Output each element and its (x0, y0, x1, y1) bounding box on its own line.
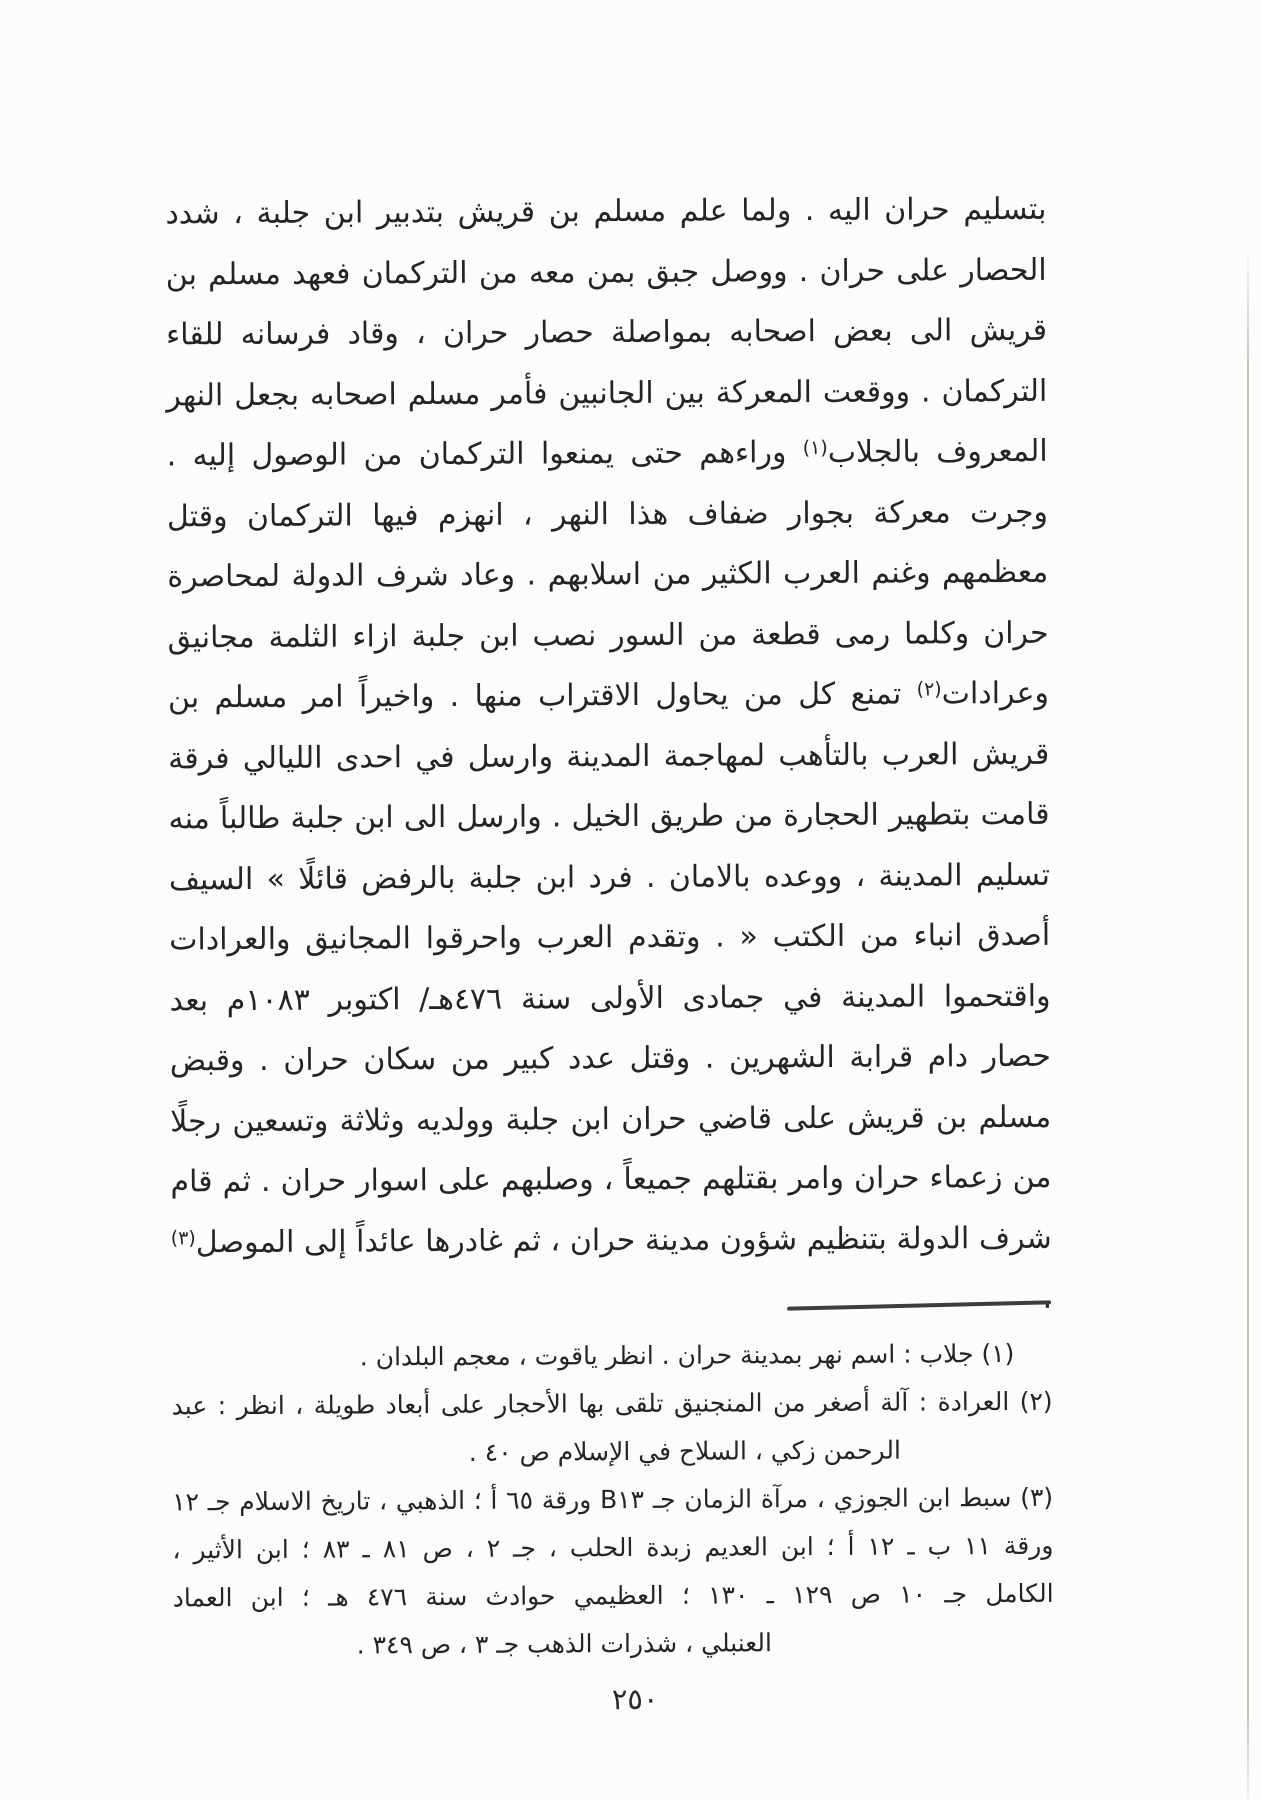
footnote-ref-superscript: (١) (802, 436, 828, 460)
footnote-line: الكامل جـ ١٠ ص ١٢٩ ـ ١٣٠ ؛ العظيمي حوادث سنة ٤٧٦ هـ ؛ ابن العماد (172, 1578, 1054, 1613)
text-line (170, 1203, 1053, 1316)
text-line (166, 356, 1047, 421)
line-text: معظمهم وغنم العرب الكثير من اسلابهم . وعاد شرف الدولة لمحاصرة (167, 554, 1049, 595)
footnotes-block (171, 1330, 1054, 1671)
text-line (166, 296, 1047, 361)
line-text: وجرت معركة بجوار ضفاف هذا النهر ، انهزم فيها التركمان وقتل (166, 494, 1049, 534)
line-text: من زعماء حران وامر بقتلهم جميعاً ، وصلبهم على اسوار حران . ثم قام (170, 1159, 1052, 1200)
footnote-line: ورقة ١١ ب ـ ١٢ أ ؛ ابن العديم زبدة الحلب ، جـ ٢ ، ص ٨١ ـ ٨٣ ؛ ابن الأثير ، (172, 1530, 1054, 1565)
text-line (168, 659, 1049, 724)
footnote-line: (٢) العرادة : آلة أصغر من المنجنيق تلقى بها الأحجار على أبعاد طويلة ، انظر : عبد (171, 1386, 1053, 1421)
line-text: تمنع كل من يحاول الاقتراب منها . واخيراً امر مسلم بن (167, 676, 917, 716)
line-text: مسلم بن قريش على قاضي حران ابن جلبة وولديه وثلاثة وتسعين رجلًا (170, 1099, 1052, 1139)
footnote-ref-superscript: (٢) (916, 678, 942, 701)
line-text: حصار دام قرابة الشهرين . وقتل عدد كبير من سكان حران . وقبض (169, 1038, 1051, 1079)
line-text: قامت بتطهير الحجارة من طريق الخيل . وارسل الى ابن جلبة طالباً منه (168, 796, 1050, 837)
text-line (169, 901, 1050, 966)
line-text: وعرادات (941, 675, 1050, 712)
text-line (168, 780, 1049, 845)
text-line (167, 538, 1048, 603)
line-text: شرف الدولة بتنظيم شؤون مدينة حران ، ثم غادرها عائداً إلى الموصل (195, 1220, 1052, 1260)
text-line (165, 175, 1046, 240)
text-line (166, 417, 1047, 482)
page-number: ٢٥٠ (611, 1681, 659, 1717)
footnote-line: (٣) سبط ابن الجوزي ، مرآة الزمان جـ B١٣ ورقة ٦٥ أ ؛ الذهبي ، تاريخ الاسلام جـ ١٢ (172, 1482, 1054, 1517)
line-text: . (1042, 1280, 1053, 1316)
text-line (167, 598, 1048, 663)
text-line (170, 1143, 1051, 1208)
line-text: حران وكلما رمى قطعة من السور نصب ابن جلبة ازاء الثلمة مجانيق (167, 615, 1049, 655)
text-line (168, 719, 1049, 784)
text-line (170, 1082, 1051, 1147)
footnote-separator-rule (787, 1300, 1051, 1310)
line-text: بتسليم حران اليه . ولما علم مسلم بن قريش بتدبير ابن جلبة ، شدد (165, 191, 1047, 232)
line-text: واقتحموا المدينة في جمادى الأولى سنة ٤٧٦هـ/ اكتوبر ١٠٨٣م بعد (169, 978, 1051, 1018)
footnote-ref-superscript: (٣) (170, 1226, 196, 1249)
text-line (167, 477, 1048, 542)
line-text: قريش الى بعض اصحابه بمواصلة حصار حران ، وقاد فرسانه للقاء (165, 312, 1048, 353)
main-text-block (165, 175, 1053, 1316)
line-text: أصدق انباء من الكتب « . وتقدم العرب واحرقوا المجانيق والعرادات (169, 917, 1051, 958)
line-text: الحصار على حران . ووصل جبق بمن معه من التركمان فعهد مسلم بن (165, 252, 1047, 292)
text-line (169, 961, 1050, 1026)
line-text: المعروف بالجلاب (827, 433, 1048, 470)
footnote-line: الرحمن زكي ، السلاح في الإسلام ص ٤٠ . (468, 1435, 901, 1467)
text-line (170, 1022, 1051, 1087)
text-line (166, 235, 1047, 300)
text-line (169, 840, 1050, 905)
footnote-line: (١) جلاب : اسم نهر بمدينة حران . انظر ياقوت ، معجم البلدان . (359, 1338, 1015, 1372)
page-edge-shadow (1247, 250, 1249, 1800)
line-text: وراءهم حتى يمنعوا التركمان من الوصول إليه . (166, 435, 803, 474)
line-text: تسليم المدينة ، ووعده بالامان . فرد ابن جلبة بالرفض قائلًا » السيف (168, 857, 1050, 897)
footnote-line: العنبلي ، شذرات الذهب جـ ٣ ، ص ٣٤٩ . (356, 1628, 772, 1660)
line-text: قريش العرب بالتأهب لمهاجمة المدينة وارسل في احدى الليالي فرقة (168, 736, 1050, 776)
line-text: التركمان . ووقعت المعركة بين الجانبين فأمر مسلم اصحابه بجعل النهر (166, 373, 1048, 413)
